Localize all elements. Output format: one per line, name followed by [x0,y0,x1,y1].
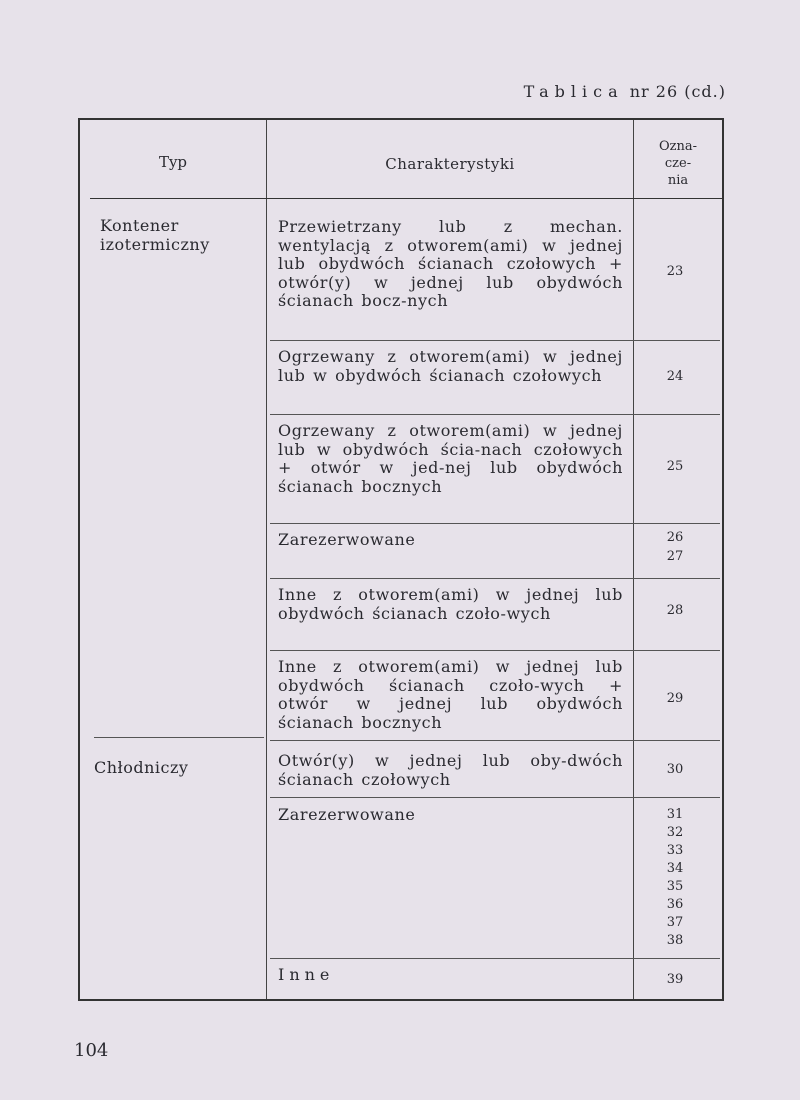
table-caption [524,82,726,101]
row-codes [640,529,710,566]
row-code: 34 [666,861,684,876]
type-label-line: izotermiczny [100,235,210,254]
column-header-typ: Typ [158,153,188,171]
row-code: 37 [666,915,684,930]
row-code: 33 [666,843,684,858]
page-number: 104 [74,1040,109,1061]
column-header-oznaczenia-line: cze- [664,156,692,171]
column-header-oznaczenia [634,138,722,189]
type-label-line: Kontener [100,216,179,235]
row-divider [270,578,720,579]
row-codes [640,806,710,950]
data-table [78,118,724,1001]
row-code: 31 [666,807,684,822]
row-description: Ogrzewany z otworem(ami) w jednej lub w obydwóch ścianach czołowych [278,347,623,385]
row-description: Zarezerwowane [278,805,416,824]
table-caption-suffix: (cd.) [684,82,726,101]
row-description: Otwór(y) w jednej lub oby-dwóch ścianach czołowych [278,751,623,789]
table-caption-number: nr 26 [629,82,679,101]
row-description: Inne z otworem(ami) w jednej lub obydwóch ścianach czoło-wych + otwór w jednej lub obydwóch ścianach bocznych [278,657,623,732]
row-description: Ogrzewany z otworem(ami) w jednej lub w obydwóch ścia-nach czołowych + otwór w jed-nej lub obydwóch ścianach bocznych [278,421,623,496]
row-code: 38 [666,933,684,948]
column-divider-codes [633,120,634,999]
row-divider [270,958,720,959]
row-code: 28 [666,603,684,618]
row-divider [270,523,720,524]
row-code: 32 [666,825,684,840]
row-code: 35 [666,879,684,894]
row-code: 24 [666,369,684,384]
column-header-charakterystyki: Charakterystyki [385,155,515,173]
row-code: 26 [666,530,684,545]
row-code: 36 [666,897,684,912]
row-divider [270,414,720,415]
row-description: Inne [278,965,335,984]
row-description: Zarezerwowane [278,530,416,549]
row-divider [270,650,720,651]
header-divider [90,198,722,199]
row-code: 23 [666,264,684,279]
row-code: 30 [666,762,684,777]
row-code: 25 [666,459,684,474]
row-description: Inne z otworem(ami) w jednej lub obydwóch ścianach czoło-wych [278,585,623,623]
row-description: Przewietrzany lub z mechan. wentylacją z otworem(ami) w jednej lub obydwóch ścianach czołowych + otwór(y) w jednej lub obydwóch ścianach bocz-nych [278,217,623,310]
row-divider [270,797,720,798]
type-kontener-izotermiczny [100,216,210,254]
row-code: 29 [666,691,684,706]
row-code: 27 [666,548,684,564]
type-divider [94,737,264,738]
column-header-oznaczenia-line: nia [667,173,689,188]
table-caption-label: Tablica [523,82,624,101]
type-chlodniczy: Chłodniczy [94,758,189,777]
row-divider [270,740,720,741]
row-code: 39 [666,972,684,987]
column-divider-typ [266,120,267,999]
row-divider [270,340,720,341]
column-header-oznaczenia-line: Ozna- [658,139,698,154]
